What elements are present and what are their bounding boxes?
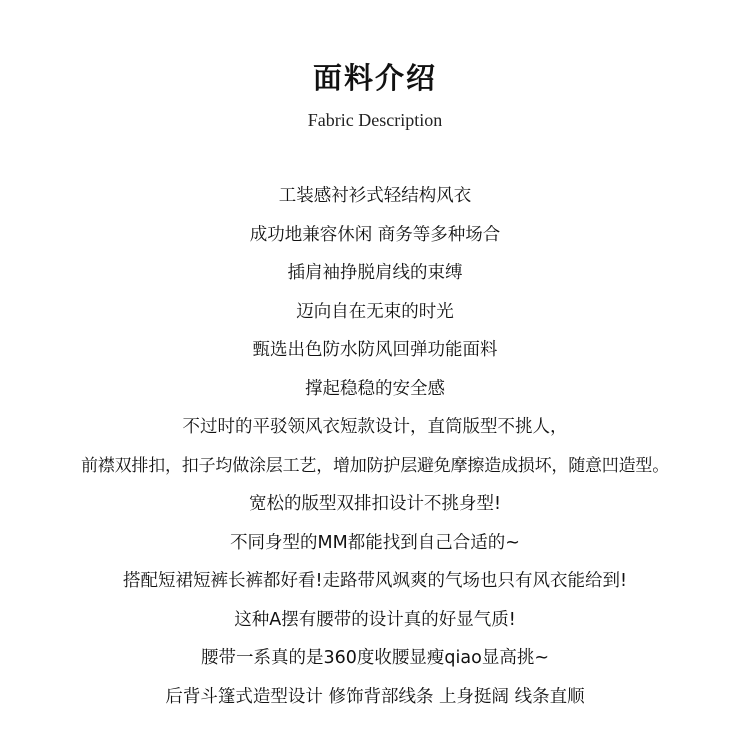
description-line: 工装感衬衫式轻结构风衣: [278, 186, 472, 206]
description-line: 插肩袖挣脱肩线的束缚: [287, 263, 463, 283]
description-line: 搭配短裙短裤长裤都好看!走路带风飒爽的气场也只有风衣能给到!: [122, 571, 628, 591]
page-subtitle: Fabric Description: [307, 110, 443, 130]
description-list: [0, 177, 750, 716]
description-line: 不同身型的MM都能找到自己合适的~: [230, 532, 520, 553]
description-line: 后背斗篷式造型设计 修饰背部线条 上身挺阔 线条直顺: [165, 686, 585, 707]
description-line: 迈向自在无束的时光: [296, 301, 454, 322]
description-line: 前襟双排扣，扣子均做涂层工艺，增加防护层避免摩擦造成损坏，随意凹造型。: [81, 455, 669, 476]
description-line: 宽松的版型双排扣设计不挑身型!: [248, 494, 501, 514]
description-line: 成功地兼容休闲 商务等多种场合: [249, 224, 501, 245]
description-line: 甄选出色防水防风回弹功能面料: [252, 340, 498, 360]
description-line: 腰带一系真的是360度收腰显瘦qiao显高挑~: [201, 648, 549, 668]
page-title: 面料介绍: [312, 61, 437, 95]
description-line: 不过时的平驳领风衣短款设计，直筒版型不挑人，: [182, 417, 568, 437]
description-line: 撑起稳稳的安全感: [305, 378, 445, 399]
description-line: 这种A摆有腰带的设计真的好显气质!: [234, 609, 516, 630]
